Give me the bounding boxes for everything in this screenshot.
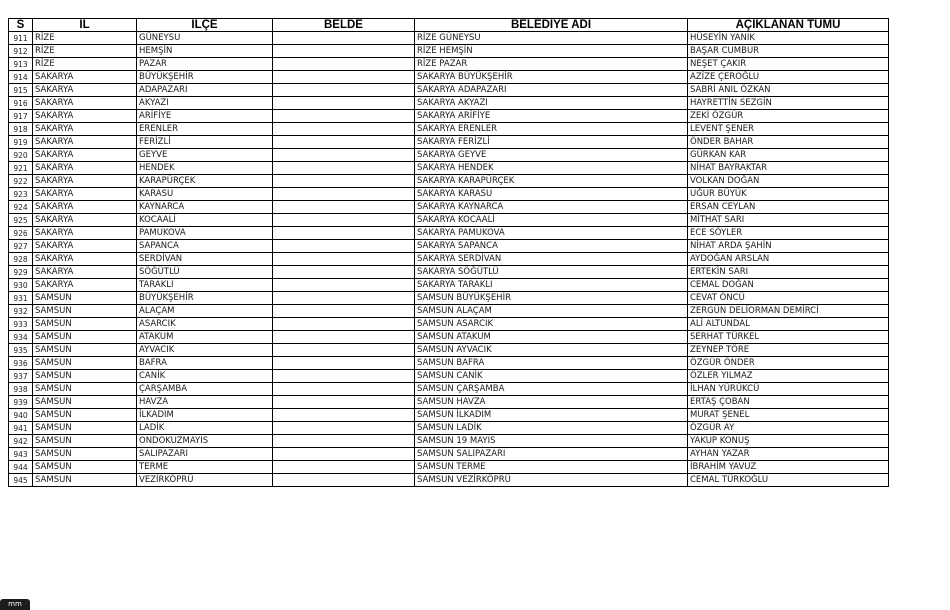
announced-candidate-cell: MİTHAT SARI [688,214,889,227]
row-number-cell: 911 [9,32,33,45]
district-cell: LADİK [137,422,273,435]
announced-candidate-cell: MURAT ŞENEL [688,409,889,422]
province-cell: RİZE [33,45,137,58]
table-header [9,19,889,32]
town-cell [273,396,415,409]
municipality-name-cell: SAKARYA KAYNARCA [415,201,688,214]
district-cell: KARAPÜRÇEK [137,175,273,188]
announced-candidate-cell: HÜSEYİN YANIK [688,32,889,45]
announced-candidate-cell: CEMAL DOĞAN [688,279,889,292]
municipality-name-cell: SAMSUN CANİK [415,370,688,383]
row-number-cell: 940 [9,409,33,422]
table-row [9,136,889,149]
announced-candidate-cell: UĞUR BÜYÜK [688,188,889,201]
province-cell: SAMSUN [33,318,137,331]
province-cell: RİZE [33,58,137,71]
announced-candidate-cell: ERTEKİN SARI [688,266,889,279]
table-row [9,175,889,188]
province-cell: SAKARYA [33,188,137,201]
district-cell: ONDOKUZMAYIS [137,435,273,448]
table-row [9,32,889,45]
table-row [9,45,889,58]
town-cell [273,422,415,435]
table-row [9,474,889,487]
district-cell: SÖĞÜTLÜ [137,266,273,279]
table-row [9,123,889,136]
municipality-name-cell: SAKARYA BÜYÜKŞEHİR [415,71,688,84]
municipality-name-cell: SAMSUN 19 MAYIS [415,435,688,448]
table-row [9,435,889,448]
table-row [9,422,889,435]
municipality-name-cell: SAMSUN HAVZA [415,396,688,409]
district-cell: GEYVE [137,149,273,162]
announced-candidate-cell: SABRİ ANIL ÖZKAN [688,84,889,97]
announced-candidate-cell: İLHAN YÜRÜKCÜ [688,383,889,396]
district-cell: CANİK [137,370,273,383]
province-cell: SAKARYA [33,240,137,253]
table-row [9,162,889,175]
municipality-name-cell: RİZE GÜNEYSU [415,32,688,45]
row-number-cell: 945 [9,474,33,487]
table-row [9,253,889,266]
announced-candidate-cell: AYHAN YAZAR [688,448,889,461]
province-cell: SAKARYA [33,253,137,266]
announced-candidate-cell: YAKUP KONUŞ [688,435,889,448]
municipality-name-cell: SAKARYA HENDEK [415,162,688,175]
town-cell [273,175,415,188]
town-cell [273,32,415,45]
table-row [9,214,889,227]
table-row [9,84,889,97]
town-cell [273,409,415,422]
province-cell: SAMSUN [33,305,137,318]
town-cell [273,45,415,58]
province-cell: SAMSUN [33,409,137,422]
province-cell: SAMSUN [33,370,137,383]
district-cell: TERME [137,461,273,474]
town-cell [273,383,415,396]
row-number-cell: 931 [9,292,33,305]
announced-candidate-cell: ERSAN CEYLAN [688,201,889,214]
province-cell: SAMSUN [33,461,137,474]
municipality-name-cell: SAKARYA SERDİVAN [415,253,688,266]
corner-tag: mm [0,599,30,610]
column-header-s: S [9,19,33,32]
district-cell: ASARCIK [137,318,273,331]
table-row [9,318,889,331]
row-number-cell: 934 [9,331,33,344]
province-cell: SAMSUN [33,292,137,305]
town-cell [273,253,415,266]
province-cell: SAKARYA [33,149,137,162]
announced-candidate-cell: NİHAT BAYRAKTAR [688,162,889,175]
results-table [8,18,889,487]
row-number-cell: 933 [9,318,33,331]
town-cell [273,240,415,253]
district-cell: AYVACIK [137,344,273,357]
district-cell: KOCAALİ [137,214,273,227]
table-row [9,344,889,357]
announced-candidate-cell: LEVENT ŞENER [688,123,889,136]
row-number-cell: 914 [9,71,33,84]
municipality-name-cell: SAKARYA PAMUKOVA [415,227,688,240]
municipality-name-cell: SAMSUN TERME [415,461,688,474]
municipality-name-cell: SAKARYA KOCAALİ [415,214,688,227]
municipality-name-cell: SAMSUN LADİK [415,422,688,435]
row-number-cell: 917 [9,110,33,123]
province-cell: SAMSUN [33,344,137,357]
announced-candidate-cell: VOLKAN DOĞAN [688,175,889,188]
town-cell [273,71,415,84]
district-cell: GÜNEYSU [137,32,273,45]
district-cell: KAYNARCA [137,201,273,214]
row-number-cell: 922 [9,175,33,188]
municipality-name-cell: SAKARYA FERİZLİ [415,136,688,149]
municipality-name-cell: SAKARYA ARİFİYE [415,110,688,123]
table-row [9,292,889,305]
district-cell: HENDEK [137,162,273,175]
announced-candidate-cell: ÖZGÜR AY [688,422,889,435]
district-cell: ALAÇAM [137,305,273,318]
town-cell [273,435,415,448]
row-number-cell: 918 [9,123,33,136]
row-number-cell: 936 [9,357,33,370]
municipality-name-cell: SAKARYA AKYAZI [415,97,688,110]
row-number-cell: 942 [9,435,33,448]
municipality-name-cell: SAKARYA ADAPAZARI [415,84,688,97]
municipality-name-cell: SAMSUN BÜYÜKŞEHİR [415,292,688,305]
table-row [9,97,889,110]
column-header-ilce: İLÇE [137,19,273,32]
row-number-cell: 925 [9,214,33,227]
town-cell [273,110,415,123]
row-number-cell: 943 [9,448,33,461]
municipality-name-cell: SAKARYA GEYVE [415,149,688,162]
table-row [9,240,889,253]
municipality-name-cell: RİZE HEMŞİN [415,45,688,58]
province-cell: SAKARYA [33,71,137,84]
town-cell [273,344,415,357]
town-cell [273,266,415,279]
announced-candidate-cell: ECE SÖYLER [688,227,889,240]
town-cell [273,279,415,292]
district-cell: VEZİRKÖPRÜ [137,474,273,487]
table-row [9,227,889,240]
district-cell: ERENLER [137,123,273,136]
municipality-name-cell: SAMSUN AYVACIK [415,344,688,357]
table-row [9,396,889,409]
province-cell: SAMSUN [33,396,137,409]
announced-candidate-cell: AYDOĞAN ARSLAN [688,253,889,266]
row-number-cell: 916 [9,97,33,110]
row-number-cell: 920 [9,149,33,162]
row-number-cell: 915 [9,84,33,97]
town-cell [273,448,415,461]
district-cell: BAFRA [137,357,273,370]
province-cell: SAKARYA [33,214,137,227]
province-cell: SAKARYA [33,266,137,279]
announced-candidate-cell: NİHAT ARDA ŞAHİN [688,240,889,253]
table-row [9,409,889,422]
district-cell: SAPANCA [137,240,273,253]
town-cell [273,214,415,227]
province-cell: SAKARYA [33,110,137,123]
announced-candidate-cell: ÖZGÜR ÖNDER [688,357,889,370]
table-row [9,331,889,344]
province-cell: SAKARYA [33,175,137,188]
town-cell [273,370,415,383]
table-row [9,448,889,461]
row-number-cell: 927 [9,240,33,253]
announced-candidate-cell: SERHAT TÜRKEL [688,331,889,344]
column-header-aciklanan-tumu: AÇIKLANAN TÜMÜ [688,19,889,32]
province-cell: SAKARYA [33,279,137,292]
district-cell: HEMŞİN [137,45,273,58]
row-number-cell: 919 [9,136,33,149]
district-cell: HAVZA [137,396,273,409]
announced-candidate-cell: ÖZLER YILMAZ [688,370,889,383]
province-cell: SAKARYA [33,227,137,240]
table-row [9,266,889,279]
row-number-cell: 913 [9,58,33,71]
province-cell: SAKARYA [33,84,137,97]
row-number-cell: 924 [9,201,33,214]
district-cell: AKYAZI [137,97,273,110]
province-cell: SAMSUN [33,357,137,370]
province-cell: SAMSUN [33,331,137,344]
row-number-cell: 921 [9,162,33,175]
municipality-name-cell: SAMSUN BAFRA [415,357,688,370]
district-cell: BÜYÜKŞEHİR [137,71,273,84]
town-cell [273,84,415,97]
town-cell [273,149,415,162]
table-row [9,110,889,123]
municipality-name-cell: SAMSUN ALAÇAM [415,305,688,318]
announced-candidate-cell: GÜRKAN KAR [688,149,889,162]
district-cell: TARAKLI [137,279,273,292]
announced-candidate-cell: NEŞET ÇAKIR [688,58,889,71]
table-row [9,58,889,71]
header-row [9,19,889,32]
district-cell: ARİFİYE [137,110,273,123]
announced-candidate-cell: İBRAHİM YAVUZ [688,461,889,474]
table-row [9,149,889,162]
municipality-name-cell: SAKARYA TARAKLI [415,279,688,292]
district-cell: SALIPAZARI [137,448,273,461]
table-row [9,279,889,292]
municipality-name-cell: SAKARYA KARASU [415,188,688,201]
municipality-name-cell: SAKARYA KARAPÜRÇEK [415,175,688,188]
announced-candidate-cell: ÖNDER BAHAR [688,136,889,149]
announced-candidate-cell: AZİZE ÇEROĞLU [688,71,889,84]
row-number-cell: 923 [9,188,33,201]
column-header-belde: BELDE [273,19,415,32]
municipality-name-cell: SAMSUN ÇARŞAMBA [415,383,688,396]
row-number-cell: 935 [9,344,33,357]
municipality-name-cell: SAMSUN ASARCIK [415,318,688,331]
row-number-cell: 930 [9,279,33,292]
town-cell [273,188,415,201]
town-cell [273,474,415,487]
province-cell: SAKARYA [33,136,137,149]
province-cell: SAMSUN [33,448,137,461]
announced-candidate-cell: ALİ ALTUNDAL [688,318,889,331]
row-number-cell: 932 [9,305,33,318]
town-cell [273,292,415,305]
town-cell [273,58,415,71]
province-cell: SAKARYA [33,201,137,214]
province-cell: SAMSUN [33,474,137,487]
announced-candidate-cell: ERTAŞ ÇOBAN [688,396,889,409]
municipality-name-cell: SAMSUN VEZİRKÖPRÜ [415,474,688,487]
province-cell: SAKARYA [33,97,137,110]
row-number-cell: 929 [9,266,33,279]
town-cell [273,331,415,344]
province-cell: SAKARYA [33,123,137,136]
table-row [9,201,889,214]
municipality-name-cell: RİZE PAZAR [415,58,688,71]
province-cell: SAMSUN [33,435,137,448]
municipality-name-cell: SAMSUN İLKADIM [415,409,688,422]
town-cell [273,97,415,110]
municipality-name-cell: SAMSUN ATAKUM [415,331,688,344]
row-number-cell: 944 [9,461,33,474]
table-row [9,71,889,84]
announced-candidate-cell: CEVAT ÖNCÜ [688,292,889,305]
district-cell: ATAKUM [137,331,273,344]
table-row [9,461,889,474]
town-cell [273,123,415,136]
town-cell [273,136,415,149]
announced-candidate-cell: ZEKİ ÖZGÜR [688,110,889,123]
table-body [9,32,889,487]
town-cell [273,318,415,331]
district-cell: SERDİVAN [137,253,273,266]
town-cell [273,201,415,214]
town-cell [273,357,415,370]
province-cell: SAMSUN [33,383,137,396]
district-cell: BÜYÜKŞEHİR [137,292,273,305]
province-cell: SAKARYA [33,162,137,175]
row-number-cell: 941 [9,422,33,435]
town-cell [273,461,415,474]
municipality-name-cell: SAKARYA SÖĞÜTLÜ [415,266,688,279]
table-row [9,357,889,370]
table-row [9,370,889,383]
row-number-cell: 926 [9,227,33,240]
province-cell: RİZE [33,32,137,45]
district-cell: ÇARŞAMBA [137,383,273,396]
row-number-cell: 938 [9,383,33,396]
announced-candidate-cell: BAŞAR CUMBUR [688,45,889,58]
row-number-cell: 928 [9,253,33,266]
town-cell [273,162,415,175]
row-number-cell: 912 [9,45,33,58]
district-cell: KARASU [137,188,273,201]
announced-candidate-cell: CEMAL TÜRKOĞLU [688,474,889,487]
announced-candidate-cell: ZERGÜN DELİORMAN DEMİRCİ [688,305,889,318]
municipality-name-cell: SAMSUN SALIPAZARI [415,448,688,461]
announced-candidate-cell: HAYRETTİN SEZGİN [688,97,889,110]
column-header-il: İL [33,19,137,32]
table-row [9,305,889,318]
table-row [9,188,889,201]
table-row [9,383,889,396]
row-number-cell: 939 [9,396,33,409]
district-cell: PAMUKOVA [137,227,273,240]
announced-candidate-cell: ZEYNEP TÖRE [688,344,889,357]
district-cell: İLKADIM [137,409,273,422]
column-header-belediye-adi: BELEDİYE ADI [415,19,688,32]
municipality-name-cell: SAKARYA ERENLER [415,123,688,136]
district-cell: FERİZLİ [137,136,273,149]
town-cell [273,305,415,318]
municipality-name-cell: SAKARYA SAPANCA [415,240,688,253]
province-cell: SAMSUN [33,422,137,435]
town-cell [273,227,415,240]
district-cell: PAZAR [137,58,273,71]
row-number-cell: 937 [9,370,33,383]
district-cell: ADAPAZARI [137,84,273,97]
